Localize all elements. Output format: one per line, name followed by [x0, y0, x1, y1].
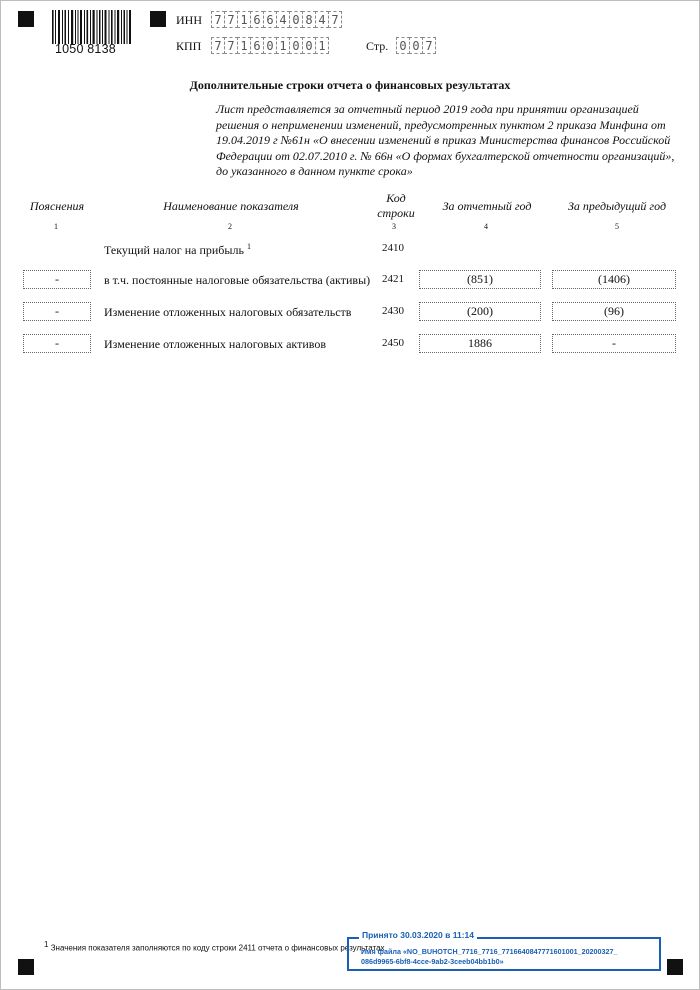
row-note-field[interactable]: -	[23, 302, 91, 321]
row-current-value-field[interactable]: (200)	[419, 302, 541, 321]
row-current-value-field[interactable]: (851)	[419, 270, 541, 289]
kpp-cells	[211, 37, 328, 54]
kpp-digit: 7	[211, 37, 225, 54]
kpp-digit: 1	[276, 37, 290, 54]
inn-digit: 7	[211, 11, 225, 28]
page-cells	[396, 37, 435, 54]
row-code: 2421	[382, 273, 404, 285]
inn-digit: 0	[289, 11, 303, 28]
inn-digit: 6	[250, 11, 264, 28]
inn-digit: 7	[224, 11, 238, 28]
row-name: Текущий налог на прибыль $^1$	[104, 242, 251, 257]
column-number: 5	[615, 222, 619, 231]
footnote-mark: 1	[44, 940, 49, 949]
page-digit: 0	[396, 37, 410, 54]
row-name: в т.ч. постоянные налоговые обязательства (активы)	[104, 273, 371, 287]
inn-digit: 8	[302, 11, 316, 28]
corner-marker-bottom-right	[667, 959, 683, 975]
page-label: Стр.	[366, 39, 389, 53]
row-name: Изменение отложенных налоговых активов	[104, 337, 327, 351]
column-number: 1	[54, 222, 58, 231]
page-digit: 0	[409, 37, 423, 54]
intro-text: Лист представляется за отчетный период 2019 года при принятии организацией решения о неприменении изменений, предусмотренных пунктом 2 приказа Минфина от 19.04.2019 г №61н «О внесении изменений в приказ Министерства финансов Российской Федерации от 02.07.2010 г. № 66н «О формах бухгалтерской отчетности организаций», до указанного в данном пункте срока»	[216, 102, 675, 178]
column-header-name: Наименование показателя	[163, 199, 299, 213]
corner-marker-bottom-left	[18, 959, 34, 975]
row-code: 2430	[382, 305, 404, 317]
column-number: 2	[228, 222, 232, 231]
row-name: Изменение отложенных налоговых обязательств	[104, 305, 352, 319]
corner-marker-top-left	[18, 11, 34, 27]
column-number: 3	[392, 222, 396, 231]
row-previous-value-field[interactable]: (1406)	[552, 270, 676, 289]
kpp-digit: 6	[250, 37, 264, 54]
inn-label: ИНН	[176, 13, 202, 27]
stamp-filename-line1: Имя файла «NO_BUHOTCH_7716_7716_7716640847771601001_20200327_	[361, 947, 618, 956]
row-current-value-field[interactable]: 1886	[419, 334, 541, 353]
footnote-text: Значения показателя заполняются по коду строки 2411 отчета о финансовых результатах	[50, 943, 385, 953]
footnote	[44, 940, 385, 953]
stamp-filename-line2: 086d9965-6bf8-4cce-9ab2-3ceeb04bb1b0»	[361, 957, 504, 966]
kpp-digit: 1	[315, 37, 329, 54]
inn-digit: 4	[276, 11, 290, 28]
column-header-code-line1: Код	[386, 191, 406, 205]
corner-marker-top-center	[150, 11, 166, 27]
column-header-code	[372, 191, 420, 221]
row-code: 2450	[382, 337, 404, 349]
row-note-field[interactable]: -	[23, 334, 91, 353]
barcode-image	[52, 10, 132, 44]
column-header-code-line2: строки	[377, 206, 415, 220]
column-number: 4	[484, 222, 488, 231]
footnote-reference: 1	[246, 242, 251, 251]
kpp-digit: 7	[224, 37, 238, 54]
kpp-digit: 0	[263, 37, 277, 54]
kpp-digit: 0	[302, 37, 316, 54]
row-previous-value-field[interactable]: -	[552, 334, 676, 353]
column-header-previous: За предыдущий год	[567, 199, 667, 213]
kpp-digit: 1	[237, 37, 251, 54]
inn-digit: 4	[315, 11, 329, 28]
acceptance-stamp	[347, 930, 661, 971]
inn-digit: 6	[263, 11, 277, 28]
inn-digit: 1	[237, 11, 251, 28]
column-header-notes: Пояснения	[29, 199, 85, 213]
row-note-field[interactable]: -	[23, 270, 91, 289]
document-title: Дополнительные строки отчета о финансовых результатах	[189, 78, 511, 92]
barcode-number: 1050 8138	[55, 42, 116, 56]
stamp-title: Принято 30.03.2020 в 11:14	[359, 930, 477, 940]
page-digit: 7	[422, 37, 436, 54]
kpp-label: КПП	[176, 39, 202, 53]
row-code: 2410	[382, 242, 404, 254]
kpp-digit: 0	[289, 37, 303, 54]
inn-cells	[211, 11, 341, 28]
inn-digit: 7	[328, 11, 342, 28]
column-header-current: За отчетный год	[442, 199, 532, 213]
row-previous-value-field[interactable]: (96)	[552, 302, 676, 321]
